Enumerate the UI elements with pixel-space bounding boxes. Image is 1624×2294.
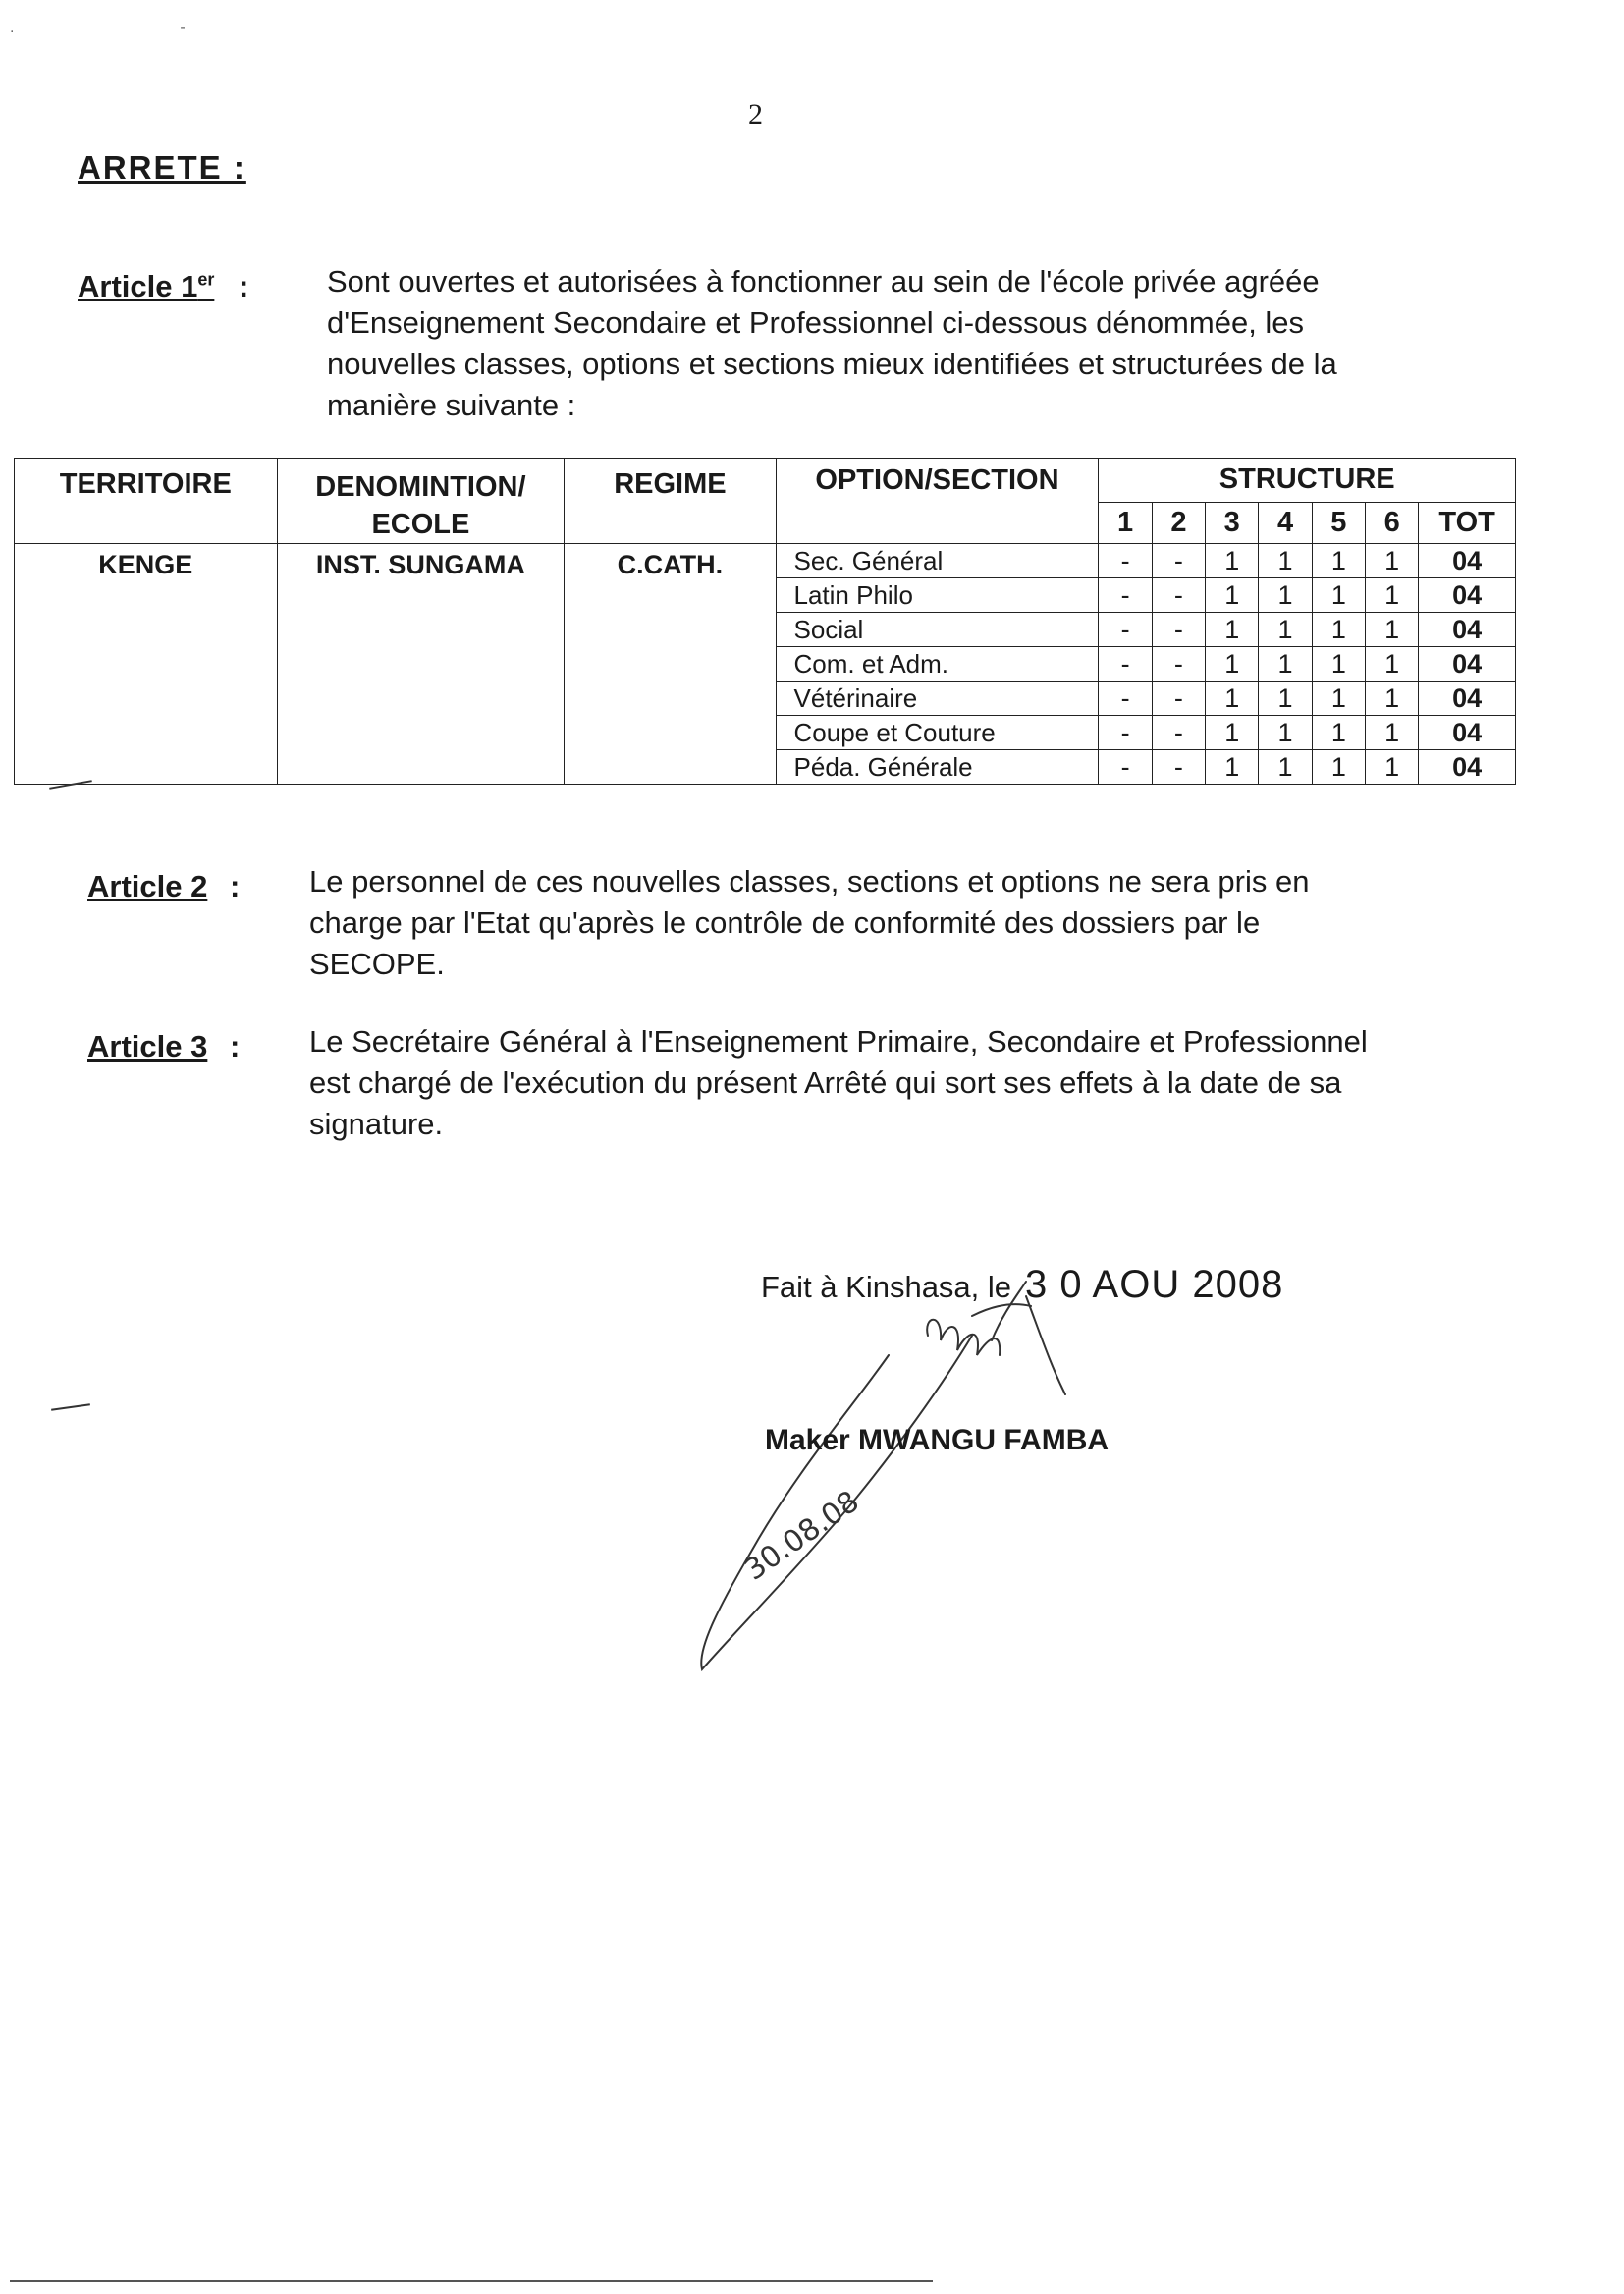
document-heading: ARRETE : [78,149,246,186]
year-cell: 1 [1366,647,1419,682]
year-cell: 1 [1312,716,1365,750]
option-section-cell: Social [776,613,1099,647]
option-section-cell: Vétérinaire [776,682,1099,716]
year-cell: 1 [1206,750,1259,785]
option-section-cell: Sec. Général [776,544,1099,578]
ecole-cell: INST. SUNGAMA [277,544,565,785]
year-cell: - [1099,647,1152,682]
total-cell: 04 [1419,544,1516,578]
year-cell: 1 [1206,647,1259,682]
total-cell: 04 [1419,578,1516,613]
year-cell: 1 [1312,647,1365,682]
year-cell: - [1099,544,1152,578]
total-cell: 04 [1419,750,1516,785]
year-cell: 1 [1259,544,1312,578]
article-2-text: Le personnel de ces nouvelles classes, sections et options ne sera pris en charge par l'Etat qu'après le contrôle de conformité des dossiers par le SECOPE. [309,864,1310,981]
header-structure: STRUCTURE [1099,459,1516,503]
year-cell: 1 [1206,716,1259,750]
header-total: TOT [1419,502,1516,543]
header-year-3: 3 [1206,502,1259,543]
header-option-section: OPTION/SECTION [776,459,1099,544]
year-cell: 1 [1259,578,1312,613]
option-section-cell: Péda. Générale [776,750,1099,785]
year-cell: - [1152,544,1205,578]
place-date-line: Fait à Kinshasa, le 3 0 AOU 2008 [761,1263,1284,1306]
structure-table [14,458,1516,785]
year-cell: 1 [1366,682,1419,716]
year-cell: - [1152,750,1205,785]
year-cell: 1 [1312,682,1365,716]
header-territoire: TERRITOIRE [15,459,278,544]
year-cell: - [1099,682,1152,716]
option-section-cell: Coupe et Couture [776,716,1099,750]
year-cell: 1 [1259,682,1312,716]
header-year-6: 6 [1366,502,1419,543]
header-year-1: 1 [1099,502,1152,543]
header-year-4: 4 [1259,502,1312,543]
article-1-text: Sont ouvertes et autorisées à fonctionner au sein de l'école privée agréée d'Enseignement Secondaire et Professionnel ci-dessous dénommée, les nouvelles classes, options et sections mieux identifiées et structurées de la manière suivante : [327,264,1337,422]
year-cell: 1 [1259,750,1312,785]
year-cell: 1 [1206,544,1259,578]
territoire-cell: KENGE [15,544,278,785]
year-cell: 1 [1366,750,1419,785]
total-cell: 04 [1419,716,1516,750]
article-2-label: Article 2 : [87,869,241,903]
year-cell: - [1152,613,1205,647]
handwritten-date: 30.08.08 [738,1484,866,1588]
header-year-5: 5 [1312,502,1365,543]
handwritten-signature [677,1277,1227,1728]
option-section-cell: Latin Philo [776,578,1099,613]
year-cell: 1 [1366,578,1419,613]
scan-specks: . - [10,20,186,36]
regime-cell: C.CATH. [565,544,776,785]
year-cell: - [1152,647,1205,682]
total-cell: 04 [1419,613,1516,647]
article-1-label: Article 1er : [78,269,249,303]
year-cell: 1 [1259,647,1312,682]
year-cell: - [1099,716,1152,750]
year-cell: 1 [1259,613,1312,647]
year-cell: - [1099,613,1152,647]
header-year-2: 2 [1152,502,1205,543]
table-row [15,544,1516,578]
year-cell: - [1099,750,1152,785]
signatory-name: Maker MWANGU FAMBA [765,1424,1110,1456]
total-cell: 04 [1419,682,1516,716]
option-section-cell: Com. et Adm. [776,647,1099,682]
year-cell: - [1152,682,1205,716]
header-regime: REGIME [565,459,776,544]
year-cell: 1 [1206,682,1259,716]
year-cell: 1 [1312,750,1365,785]
year-cell: - [1152,578,1205,613]
margin-mark [51,1403,90,1411]
article-3-label: Article 3 : [87,1029,241,1064]
year-cell: 1 [1259,716,1312,750]
header-denomination: DENOMINTION/ ECOLE [277,459,565,544]
year-cell: 1 [1206,578,1259,613]
date-stamp: 3 0 AOU 2008 [1025,1263,1284,1306]
year-cell: 1 [1366,716,1419,750]
year-cell: 1 [1206,613,1259,647]
year-cell: 1 [1312,578,1365,613]
year-cell: - [1152,716,1205,750]
year-cell: 1 [1312,613,1365,647]
page-number: 2 [748,98,763,131]
bottom-rule [10,2280,933,2282]
year-cell: 1 [1312,544,1365,578]
article-3-text: Le Secrétaire Général à l'Enseignement Primaire, Secondaire et Professionnel est chargé de l'exécution du présent Arrêté qui sort ses effets à la date de sa signature. [309,1024,1368,1141]
total-cell: 04 [1419,647,1516,682]
year-cell: 1 [1366,613,1419,647]
year-cell: 1 [1366,544,1419,578]
year-cell: - [1099,578,1152,613]
